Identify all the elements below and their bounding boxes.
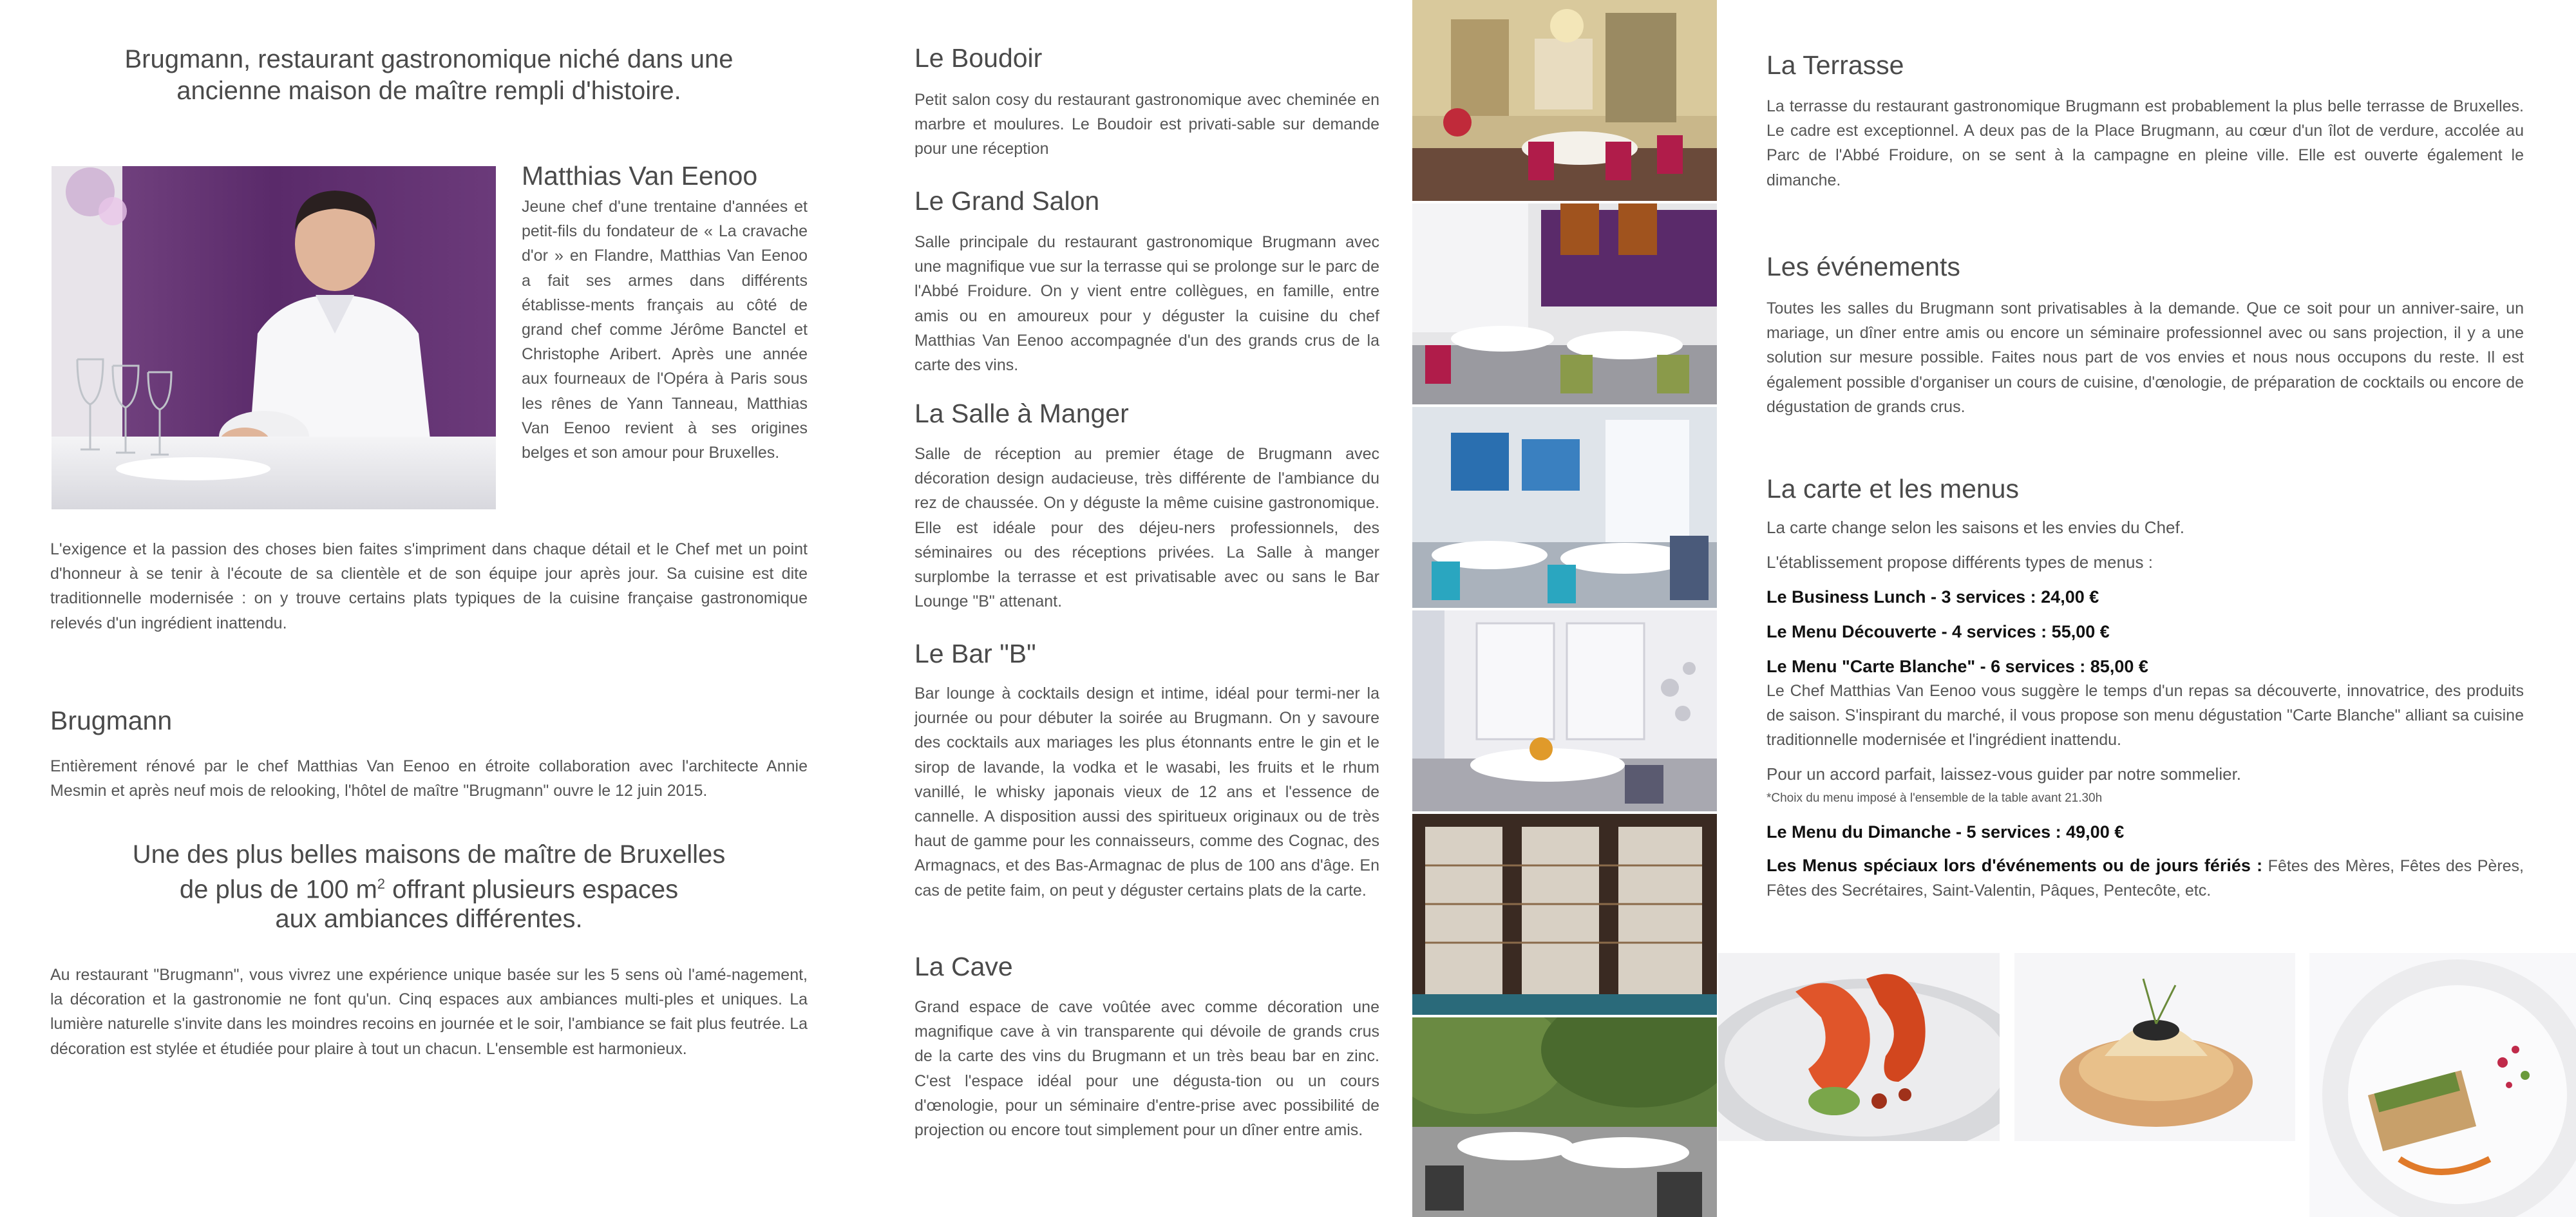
carte-line-1: La carte change selon les saisons et les envies du Chef.: [1766, 518, 2184, 537]
intro-title-line-2: ancienne maison de maître rempli d'histoire.: [176, 77, 681, 105]
terrasse-text: La terrasse du restaurant gastronomique Brugmann est probablement la plus belle terrasse de Bruxelles. Le cadre est exceptionnel. A deux pas de la Place Brugmann, au cœur d'un îlot de verdure, accolée au Parc de l'Abbé Froidure, on se sent à la campagne en pleine ville. Elle est ouverte également le dimanche.: [1766, 97, 2524, 189]
subtitle-line-2b: offrant plusieurs espaces: [385, 875, 679, 904]
photo-terrasse: [1412, 1017, 1717, 1217]
photo-boudoir: [1412, 0, 1717, 201]
room-text-grand-salon: Salle principale du restaurant gastronomique Brugmann avec une magnifique vue sur la terrasse qui se prolonge sur le parc de l'Abbé Froidure. On y vient entre collègues, en famille, entre amis ou en amoureux pour y déguster la cuisine du chef Matthias Van Eenoo accompagnée d'un des grands crus de la carte des vins.: [914, 233, 1379, 375]
subtitle-sup: 2: [377, 876, 386, 892]
room-title-bar: Le Bar "B": [914, 639, 1036, 668]
menu-carte-blanche: Le Menu "Carte Blanche" - 6 services : 85,00 €: [1766, 657, 2148, 676]
sommelier-line: Pour un accord parfait, laissez-vous guider par notre sommelier.: [1766, 764, 2242, 784]
room-text-cave: Grand espace de cave voûtée avec comme décoration une magnifique cave à vin transparente qui dévoile de grands crus de la carte des vins du Brugmann et un très beau bar en zinc. C'est l'espace idéal pour une dégusta-tion ou un cours d'œnologie, pour un séminaire d'entre-prise avec possibilité de projection ou encore tout simplement pour un dîner entre amis.: [914, 998, 1379, 1140]
photo-dish-terrine: [2309, 953, 2576, 1217]
events-text: Toutes les salles du Brugmann sont privatisables à la demande. Que ce soit pour un anniver-saire, un mariage, un dîner entre amis ou encore un séminaire professionnel avec ou sans projection, il y a une solution sur mesure possible. Faites nous part de vos envies et nous nous occupons du reste. Il est également possible d'organiser un cours de cuisine, d'œnologie, de préparation de cocktails ou encore de dégustation de grands crus.: [1766, 299, 2524, 416]
subtitle-line-2: [50, 869, 808, 904]
chef-photo: [52, 166, 496, 509]
room-text-boudoir: Petit salon cosy du restaurant gastronomique avec cheminée en marbre et moulures. Le Boudoir est privati-sable sur demande pour une réception: [914, 91, 1379, 158]
terrasse-heading: La Terrasse: [1766, 50, 1904, 80]
photo-bar: [1412, 610, 1717, 811]
chef-name: Matthias Van Eenoo: [522, 161, 758, 191]
brugmann-heading: Brugmann: [50, 706, 173, 735]
intro-title: [50, 44, 808, 107]
room-text-salle-a-manger: Salle de réception au premier étage de Brugmann avec décoration design audacieuse, très différente de l'ambiance du rez de chaussée. On y déguste la même cuisine gastronomique. Elle est idéale pour des déjeu-ners professionnels, des séminaires ou des réceptions privées. La Salle à manger surplombe la terrasse et est privatisable avec ou sans le Bar Lounge "B" attenant.: [914, 445, 1379, 611]
subtitle: [50, 840, 808, 934]
subtitle-line-3: aux ambiances différentes.: [275, 905, 583, 934]
subtitle-line-1: Une des plus belles maisons de maître de Bruxelles: [132, 840, 726, 869]
chef-bio: Jeune chef d'une trentaine d'années et petit-fils du fondateur de « La cravache d'or » en Flandre, Matthias Van Eenoo a fait ses armes dans différents établisse-ments français au côté de grand chef comme Jérôme Banctel et Christophe Aribert. Après une année aux fourneaux de l'Opéra à Paris sous les rênes de Yann Tanneau, Matthias Van Eenoo revient à ses origines belges et son amour pour Bruxelles.: [522, 198, 808, 462]
special-menus-text: Fêtes des Mères, Fêtes des Pères, Fêtes des Secrétaires, Saint-Valentin, Pâques, Pentecôte, etc.: [1766, 856, 2524, 900]
carte-line-2: L'établissement propose différents types de menus :: [1766, 552, 2153, 572]
brugmann-paragraph: Entièrement rénové par le chef Matthias Van Eenoo en étroite collaboration avec l'architecte Annie Mesmin et après neuf mois de relooking, l'hôtel de maître "Brugmann" ouvre le 12 juin 2015.: [50, 757, 808, 800]
room-title-cave: La Cave: [914, 952, 1013, 981]
menu-dimanche: Le Menu du Dimanche - 5 services : 49,00 €: [1766, 822, 2125, 842]
menu-business-lunch: Le Business Lunch - 3 services : 24,00 €: [1766, 587, 2099, 607]
experience-paragraph: Au restaurant "Brugmann", vous vivrez une expérience unique basée sur les 5 sens où l'amé-nagement, la décoration et la gastronomie ne font qu'un. Cinq espaces aux ambiances multi-ples et uniques. La lumière naturelle s'invite dans les moindres recoins en journée et le soir, l'ambiance se fait plus feutrée. La décoration est stylée et étudiée pour plaire à tout un chacun. L'ensemble est harmonieux.: [50, 966, 808, 1058]
menus-block: [1766, 515, 2524, 903]
photo-grand-salon: [1412, 203, 1717, 404]
room-title-salle-a-manger: La Salle à Manger: [914, 399, 1129, 428]
subtitle-line-2a: de plus de 100 m: [179, 875, 377, 904]
room-title-boudoir: Le Boudoir: [914, 43, 1043, 73]
photo-salle-a-manger: [1412, 407, 1717, 608]
exigence-paragraph: L'exigence et la passion des choses bien faites s'impriment dans chaque détail et le Chef met un point d'honneur à se tenir à l'écoute de sa clientèle et de son équipe jour après jour. Sa cuisine est dite traditionnelle modernisée : on y trouve certains plats typiques de la cuisine française gastronomique relevés d'un ingrédient inattendu.: [50, 540, 808, 632]
carte-heading: La carte et les menus: [1766, 474, 2019, 504]
special-menus-label: Les Menus spéciaux lors d'événements ou de jours fériés :: [1766, 855, 2263, 875]
photo-cave: [1412, 814, 1717, 1015]
special-menus: [1766, 853, 2524, 903]
intro-title-line-1: Brugmann, restaurant gastronomique niché dans une: [124, 45, 734, 73]
photo-dish-sea-urchin: [2014, 953, 2295, 1141]
carte-blanche-text: Le Chef Matthias Van Eenoo vous suggère le temps d'un repas sa découverte, innovatrice, des produits de saison. S'inspirant du marché, il vous propose son menu dégustation "Carte Blanche" alliant sa cuisine traditionnelle modernisée et l'ingrédient inattendu.: [1766, 682, 2524, 750]
room-title-grand-salon: Le Grand Salon: [914, 186, 1100, 216]
photo-dish-prawns: [1718, 953, 2000, 1141]
events-heading: Les événements: [1766, 252, 1960, 281]
room-text-bar: Bar lounge à cocktails design et intime, idéal pour termi-ner la journée ou pour débuter la soirée au Brugmann. On y savoure des cocktails aux mariages les plus étonnants entre le gin et le sirop de lavande, la vodka et le wasabi, les fruits et le rhum vanillé, le whisky japonais vieux de 12 ans et l'essence de cannelle. A disposition aussi des spiritueux originaux ou de très haut de gamme pour les connaisseurs, comme des Cognac, des Armagnacs, et des Bas-Armagnac de plus de 100 ans d'âge. En cas de petite faim, on peut y déguster certains plats de la carte.: [914, 684, 1379, 900]
menu-decouverte: Le Menu Découverte - 4 services : 55,00 €: [1766, 622, 2110, 641]
menu-choice-note: *Choix du menu imposé à l'ensemble de la table avant 21.30h: [1766, 791, 2103, 805]
